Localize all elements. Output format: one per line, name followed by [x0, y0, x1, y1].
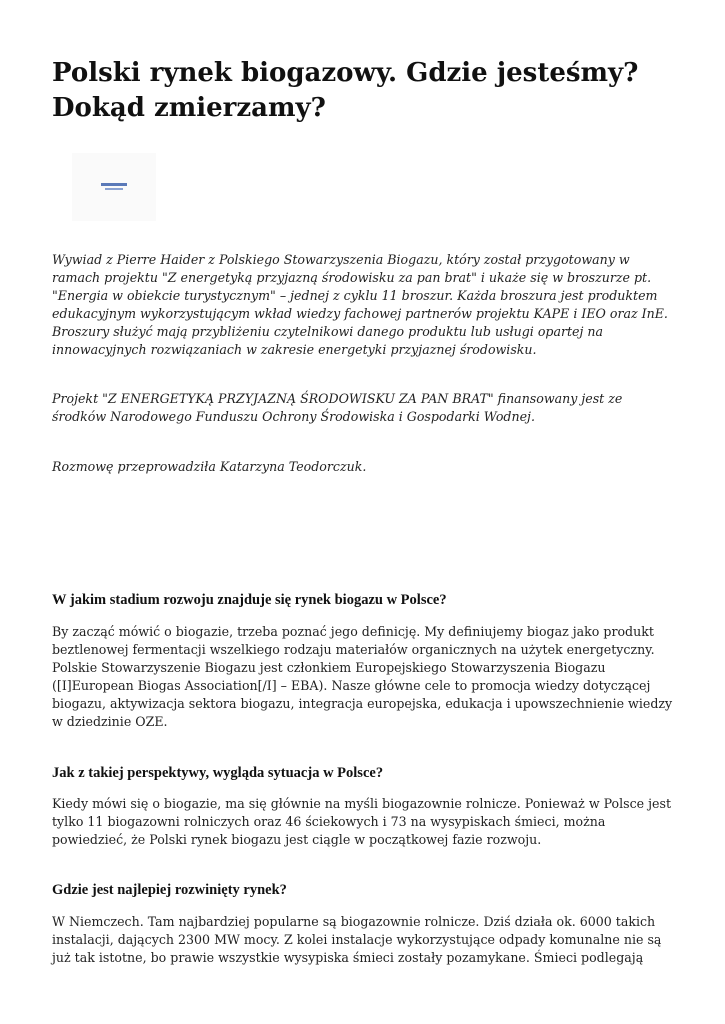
answer-paragraph: By zacząć mówić o biogazie, trzeba poznać jego definicję. My definiujemy biogaz jako produkt beztlenowej fermentacji wszelkiego rodzaju materiałów organicznych na użytek energetyczny. Polskie Stowarzyszenie Biogazu jest członkiem Europejskiego Stowarzyszenia Biogazu ([I]European Biogas Association[/I] – EBA). Nasze główne cele to promocja wiedzy dotyczącej biogazu, aktywizacja sektora biogazu, integracja europejska, edukacja i upowszechnienie wiedzy w dziedzinie OZE.	[52, 624, 673, 729]
article-title: Polski rynek biogazowy. Gdzie jesteśmy? Dokąd zmierzamy?	[52, 58, 639, 123]
question-heading: Gdzie jest najlepiej rozwinięty rynek?	[52, 882, 287, 898]
logo-image	[72, 153, 156, 221]
answer-paragraph: W Niemczech. Tam najbardziej popularne są biogazownie rolnicze. Dziś działa ok. 6000 takich instalacji, dających 2300 MW mocy. Z kolei instalacje wykorzystujące odpady komunalne nie są już tak istotne, bo prawie wszystkie wysypiska śmieci zostały pozamykane. Śmieci podlegają	[52, 914, 662, 965]
question-heading: Jak z takiej perspektywy, wygląda sytuacja w Polsce?	[52, 765, 384, 781]
intro-paragraph: Wywiad z Pierre Haider z Polskiego Stowarzyszenia Biogazu, który został przygotowany w ramach projektu "Z energetyką przyjazną środowisku za pan brat" i ukaże się w broszurze pt. "Energia w obiekcie turystycznym" – jednej z cyklu 11 broszur. Każda broszura jest produktem edukacyjnym wykorzystującym wkład wiedzy fachowej partnerów projektu KAPE i IEO oraz InE. Broszury służyć mają przybliżeniu czytelnikowi danego produktu lub usługi opartej na innowacyjnych rozwiązaniach w zakresie energetyki przyjaznej środowisku.	[52, 252, 668, 357]
question-heading: W jakim stadium rozwoju znajduje się rynek biogazu w Polsce?	[52, 592, 447, 608]
project-note: Projekt "Z ENERGETYKĄ PRZYJAZNĄ ŚRODOWISKU ZA PAN BRAT" finansowany jest ze środków Narodowego Funduszu Ochrony Środowiska i Gospodarki Wodnej.	[52, 391, 623, 424]
answer-paragraph: Kiedy mówi się o biogazie, ma się głównie na myśli biogazownie rolnicze. Ponieważ w Polsce jest tylko 11 biogazowni rolniczych oraz 46 ściekowych i 73 na wysypiskach śmieci, można powiedzieć, że Polski rynek biogazu jest ciągle w początkowej fazie rozwoju.	[52, 796, 672, 847]
author-note: Rozmowę przeprowadziła Katarzyna Teodorczuk.	[52, 459, 367, 474]
organization-logo-icon	[101, 182, 127, 192]
